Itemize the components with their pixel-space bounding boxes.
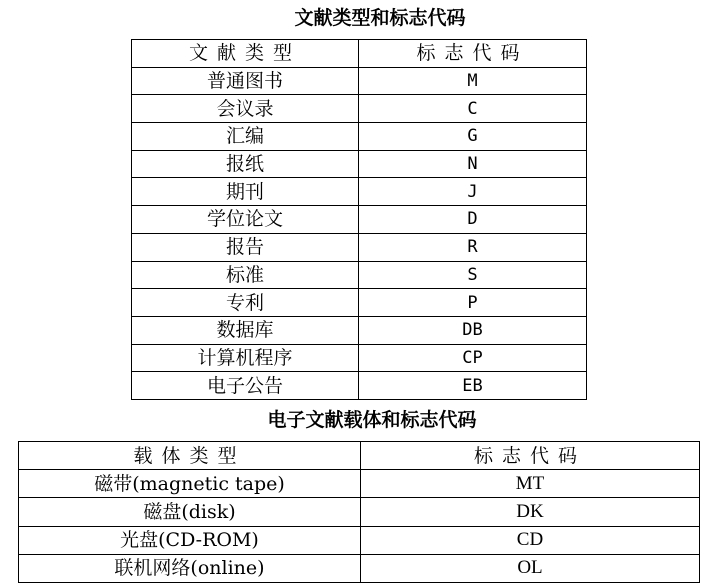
code-cell: CP bbox=[359, 344, 587, 372]
code-cell: P bbox=[359, 289, 587, 317]
doc-type-cell: 专利 bbox=[132, 289, 359, 317]
code-cell: DK bbox=[361, 498, 700, 526]
doc-type-cell: 学位论文 bbox=[132, 206, 359, 234]
table-row bbox=[132, 372, 587, 400]
carrier-type-cell: 磁带(magnetic tape) bbox=[19, 470, 361, 498]
table-row bbox=[19, 526, 700, 554]
carrier-type-cell: 光盘(CD-ROM) bbox=[19, 526, 361, 554]
table-row bbox=[19, 498, 700, 526]
table-row bbox=[132, 233, 587, 261]
doc-type-cell: 数据库 bbox=[132, 316, 359, 344]
code-cell: MT bbox=[361, 470, 700, 498]
doc-type-cell: 汇编 bbox=[132, 123, 359, 151]
doc-type-cell: 标准 bbox=[132, 261, 359, 289]
header-code: 标志代码 bbox=[359, 40, 587, 68]
header-carrier-type: 载体类型 bbox=[19, 442, 361, 470]
doc-type-cell: 报告 bbox=[132, 233, 359, 261]
table-row bbox=[132, 123, 587, 151]
carrier-type-cell: 联机网络(online) bbox=[19, 554, 361, 582]
code-cell: G bbox=[359, 123, 587, 151]
code-cell: DB bbox=[359, 316, 587, 344]
doc-type-cell: 会议录 bbox=[132, 95, 359, 123]
code-cell: C bbox=[359, 95, 587, 123]
code-cell: R bbox=[359, 233, 587, 261]
table-row bbox=[132, 150, 587, 178]
doc-type-cell: 报纸 bbox=[132, 150, 359, 178]
carrier-type-cell: 磁盘(disk) bbox=[19, 498, 361, 526]
code-cell: EB bbox=[359, 372, 587, 400]
doc-type-table bbox=[131, 39, 587, 400]
code-cell: OL bbox=[361, 554, 700, 582]
table-row bbox=[132, 178, 587, 206]
table-row bbox=[132, 206, 587, 234]
table-row bbox=[132, 67, 587, 95]
doc-type-cell: 电子公告 bbox=[132, 372, 359, 400]
code-cell: M bbox=[359, 67, 587, 95]
doc-type-cell: 期刊 bbox=[132, 178, 359, 206]
code-cell: D bbox=[359, 206, 587, 234]
table-row bbox=[132, 344, 587, 372]
table-header-row bbox=[19, 442, 700, 470]
table-header-row bbox=[132, 40, 587, 68]
table-row bbox=[132, 289, 587, 317]
table-row bbox=[132, 316, 587, 344]
doc-type-cell: 普通图书 bbox=[132, 67, 359, 95]
table-row bbox=[19, 470, 700, 498]
code-cell: S bbox=[359, 261, 587, 289]
code-cell: N bbox=[359, 150, 587, 178]
carrier-type-table bbox=[18, 441, 700, 583]
header-doc-type: 文献类型 bbox=[132, 40, 359, 68]
header-code: 标志代码 bbox=[361, 442, 700, 470]
code-cell: J bbox=[359, 178, 587, 206]
code-cell: CD bbox=[361, 526, 700, 554]
table-row bbox=[132, 261, 587, 289]
doc-type-table-title: 文献类型和标志代码 bbox=[294, 7, 466, 29]
table-row bbox=[132, 95, 587, 123]
table-row bbox=[19, 554, 700, 582]
carrier-type-table-title: 电子文献载体和标志代码 bbox=[267, 409, 477, 431]
doc-type-cell: 计算机程序 bbox=[132, 344, 359, 372]
